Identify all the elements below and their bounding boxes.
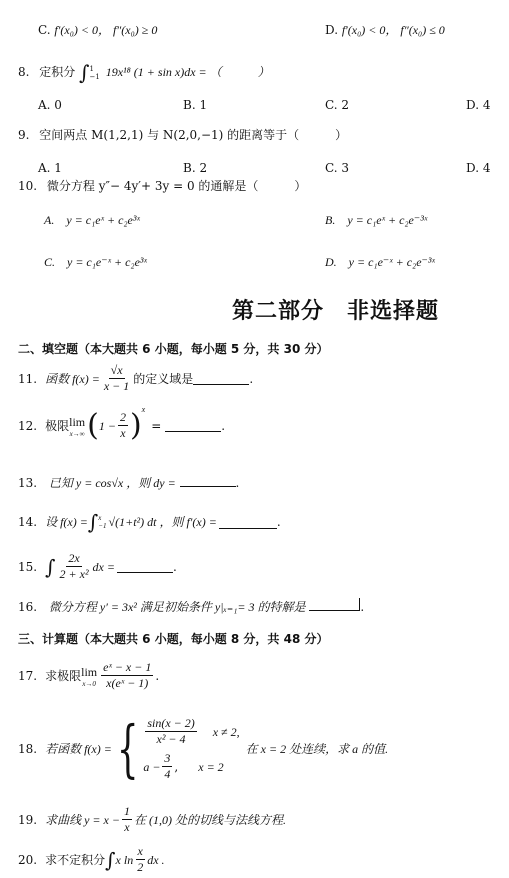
fraction-numerator: 2 — [119, 410, 126, 424]
fraction — [101, 660, 153, 691]
question-12: 12. 极限 lim x→∞ ( 1 − $\frac{2}{x}$ ) x = . — [18, 405, 226, 443]
fraction-numerator: eˣ − x − 1 — [103, 660, 152, 674]
piecewise-cases — [143, 716, 239, 782]
integrand: x ln — [115, 852, 134, 867]
question-number: 11. — [18, 371, 38, 386]
fraction-denominator: 4 — [164, 767, 171, 781]
limit-subscript: x→∞ — [69, 429, 85, 438]
fraction — [145, 716, 196, 747]
integrand: √(1+t²) dt ，则 f′(x) = — [108, 515, 217, 529]
fraction-denominator: x − 1 — [103, 379, 130, 393]
question-text: 求不定积分 — [45, 852, 106, 867]
question-number: 9. — [18, 128, 30, 142]
fraction-denominator: 2 — [137, 860, 144, 874]
fraction — [58, 551, 91, 582]
question-20 — [18, 844, 165, 875]
question-14: 14. 设 f(x) = ∫ x −1 √(1+t²) dt ，则 f′(x) = . — [18, 510, 281, 534]
question-number: 12. — [18, 418, 38, 433]
question-number: 13. — [18, 476, 38, 490]
question-number: 20. — [18, 852, 38, 867]
question-19 — [18, 804, 286, 835]
question-text: 微分方程 y″− 4y′+ 3y = 0 的通解是（ ） — [46, 179, 307, 193]
option-label: C. — [38, 23, 51, 37]
question-text: 已知 y = cos√x ，则 dy = — [48, 476, 176, 490]
q9-option-b: B. 2 — [183, 161, 208, 175]
integral-sign: ∫ — [105, 847, 116, 872]
q9-option-a: A. 1 — [38, 161, 62, 175]
question-text-tail: dx . — [147, 852, 165, 867]
q10-option-b: B. y = c₁eˣ + c₂e⁻³ˣ — [325, 213, 428, 227]
option-math: f′(x₀) < 0， f″(x₀) ≥ 0 — [54, 23, 158, 37]
equals: = — [151, 418, 162, 433]
right-paren: ) — [129, 407, 142, 443]
section-heading-calculation: 三、计算题（本大题共 6 小题，每小题 8 分，共 48 分） — [18, 632, 329, 646]
question-16: 16. 微分方程 y′ = 3x² 满足初始条件 y|ₓ₌₁= 3 的特解是 . — [18, 600, 365, 614]
integrand: 19x¹⁸ (1 + sin x)dx = （ ） — [105, 65, 270, 79]
integral-sign: ∫ — [45, 554, 56, 579]
question-number: 17. — [18, 668, 38, 683]
question-number: 10. — [18, 179, 38, 193]
answer-blank[interactable] — [193, 372, 249, 385]
q8-option-c: C. 2 — [325, 98, 350, 112]
question-18 — [18, 712, 389, 785]
question-number: 15. — [18, 559, 38, 574]
question-8 — [18, 60, 270, 85]
question-11: 11. 函数 f(x) = $\frac{√x}{x - 1}$ 的定义域是 . — [18, 363, 254, 393]
case-condition: x ≠ 2, — [212, 724, 240, 739]
fraction-denominator: 2 + x² — [59, 567, 89, 581]
case-condition: x = 2 — [198, 759, 224, 774]
limit-operator: lim — [81, 664, 98, 679]
question-text: 空间两点 M(1,2,1) 与 N(2,0,−1) 的距离等于（ ） — [39, 128, 348, 142]
question-number: 14. — [18, 515, 38, 529]
question-17: 17. 求极限 lim x→0 $\frac{\text{eˣ − x − 1}}{\text{x(eˣ − 1)}}$ . — [18, 660, 160, 690]
question-text: 极限 — [45, 418, 70, 433]
fraction-numerator: √x — [110, 363, 123, 377]
fraction-denominator: x — [124, 820, 130, 834]
answer-blank[interactable] — [117, 560, 173, 573]
q8-option-b: B. 1 — [183, 98, 208, 112]
question-text-tail: 的定义域是 — [133, 371, 194, 386]
limit-operator: lim — [69, 414, 86, 429]
q7-option-c — [38, 22, 157, 38]
question-text: 求曲线 y = x − — [45, 812, 120, 827]
option-math: f′(x₀) < 0， f″(x₀) ≤ 0 — [341, 23, 445, 37]
expression: 1 − — [98, 418, 116, 433]
expression: a − — [143, 759, 161, 774]
integral-lower: −1 — [89, 72, 100, 81]
q10-option-c: C. y = c₁e⁻ˣ + c₂e³ˣ — [44, 255, 147, 269]
limit — [69, 414, 85, 438]
integral-upper: x — [98, 514, 102, 522]
integral-lower: −1 — [98, 522, 107, 530]
fraction — [162, 751, 172, 782]
fraction — [118, 410, 128, 441]
question-text-tail: dx = — [92, 559, 115, 574]
case-2: a − $\frac{3}{4}$ , x = 2 — [143, 751, 224, 781]
answer-blank[interactable] — [309, 598, 360, 611]
answer-blank[interactable] — [219, 516, 277, 529]
left-paren: ( — [87, 407, 99, 443]
question-number: 8. — [18, 65, 30, 79]
left-brace: { — [116, 712, 139, 785]
fraction-numerator: 3 — [164, 751, 171, 765]
fraction-denominator: x² − 4 — [156, 732, 186, 746]
q10-option-d: D. y = c₁e⁻ˣ + c₂e⁻³ˣ — [325, 255, 435, 269]
fraction — [135, 844, 145, 875]
fraction — [102, 363, 131, 394]
limit — [81, 664, 97, 688]
fraction-numerator: 1 — [123, 804, 130, 818]
question-number: 18. — [18, 742, 38, 756]
integral-sign: ∫ — [79, 60, 90, 85]
integral-sign: ∫ — [87, 510, 99, 534]
fraction-denominator: x — [120, 426, 126, 440]
integral-upper: 1 — [89, 64, 95, 73]
question-number: 16. — [18, 600, 38, 614]
question-text: 定积分 — [39, 65, 76, 79]
question-9 — [18, 127, 347, 143]
question-text: 若函数 f(x) = — [45, 742, 112, 756]
question-text-tail: 在 (1,0) 处的切线与法线方程. — [133, 812, 286, 827]
question-text: 设 f(x) = — [45, 515, 88, 529]
q8-option-a: A. 0 — [38, 98, 62, 112]
answer-blank[interactable] — [165, 419, 221, 432]
limit-subscript: x→0 — [82, 679, 96, 688]
section-heading-fill-in: 二、填空题（本大题共 6 小题，每小题 5 分，共 30 分） — [18, 342, 329, 356]
answer-blank[interactable] — [180, 474, 236, 487]
fraction-numerator: 2x — [68, 551, 80, 565]
question-13: 13. 已知 y = cos√x ，则 dy = . — [18, 476, 240, 490]
q10-option-a: A. y = c₁eˣ + c₂e³ˣ — [44, 213, 140, 227]
question-text: 求极限 — [45, 668, 82, 683]
fraction-numerator: x — [137, 844, 143, 858]
fraction — [122, 804, 132, 835]
q9-option-d: D. 4 — [466, 161, 491, 175]
question-text-tail: 在 x = 2 处连续，求 a 的值. — [245, 742, 389, 756]
question-15: 15. ∫ $\frac{2x}{\text{2 + x²}}$ dx = . — [18, 551, 177, 581]
q7-option-d — [325, 22, 445, 38]
fraction-numerator: sin(x − 2) — [147, 716, 195, 730]
question-text: 微分方程 y′ = 3x² 满足初始条件 y|ₓ₌₁= 3 的特解是 — [48, 600, 306, 614]
fraction-denominator: x(eˣ − 1) — [106, 676, 149, 690]
question-text: 函数 f(x) = — [45, 371, 100, 386]
q8-option-d: D. 4 — [466, 98, 491, 112]
part-title: 第二部分 非选择题 — [232, 299, 440, 324]
question-10 — [18, 178, 306, 194]
option-label: D. — [325, 23, 339, 37]
case-1 — [143, 716, 239, 747]
question-number: 19. — [18, 812, 38, 827]
piecewise — [112, 712, 240, 785]
q9-option-c: C. 3 — [325, 161, 350, 175]
